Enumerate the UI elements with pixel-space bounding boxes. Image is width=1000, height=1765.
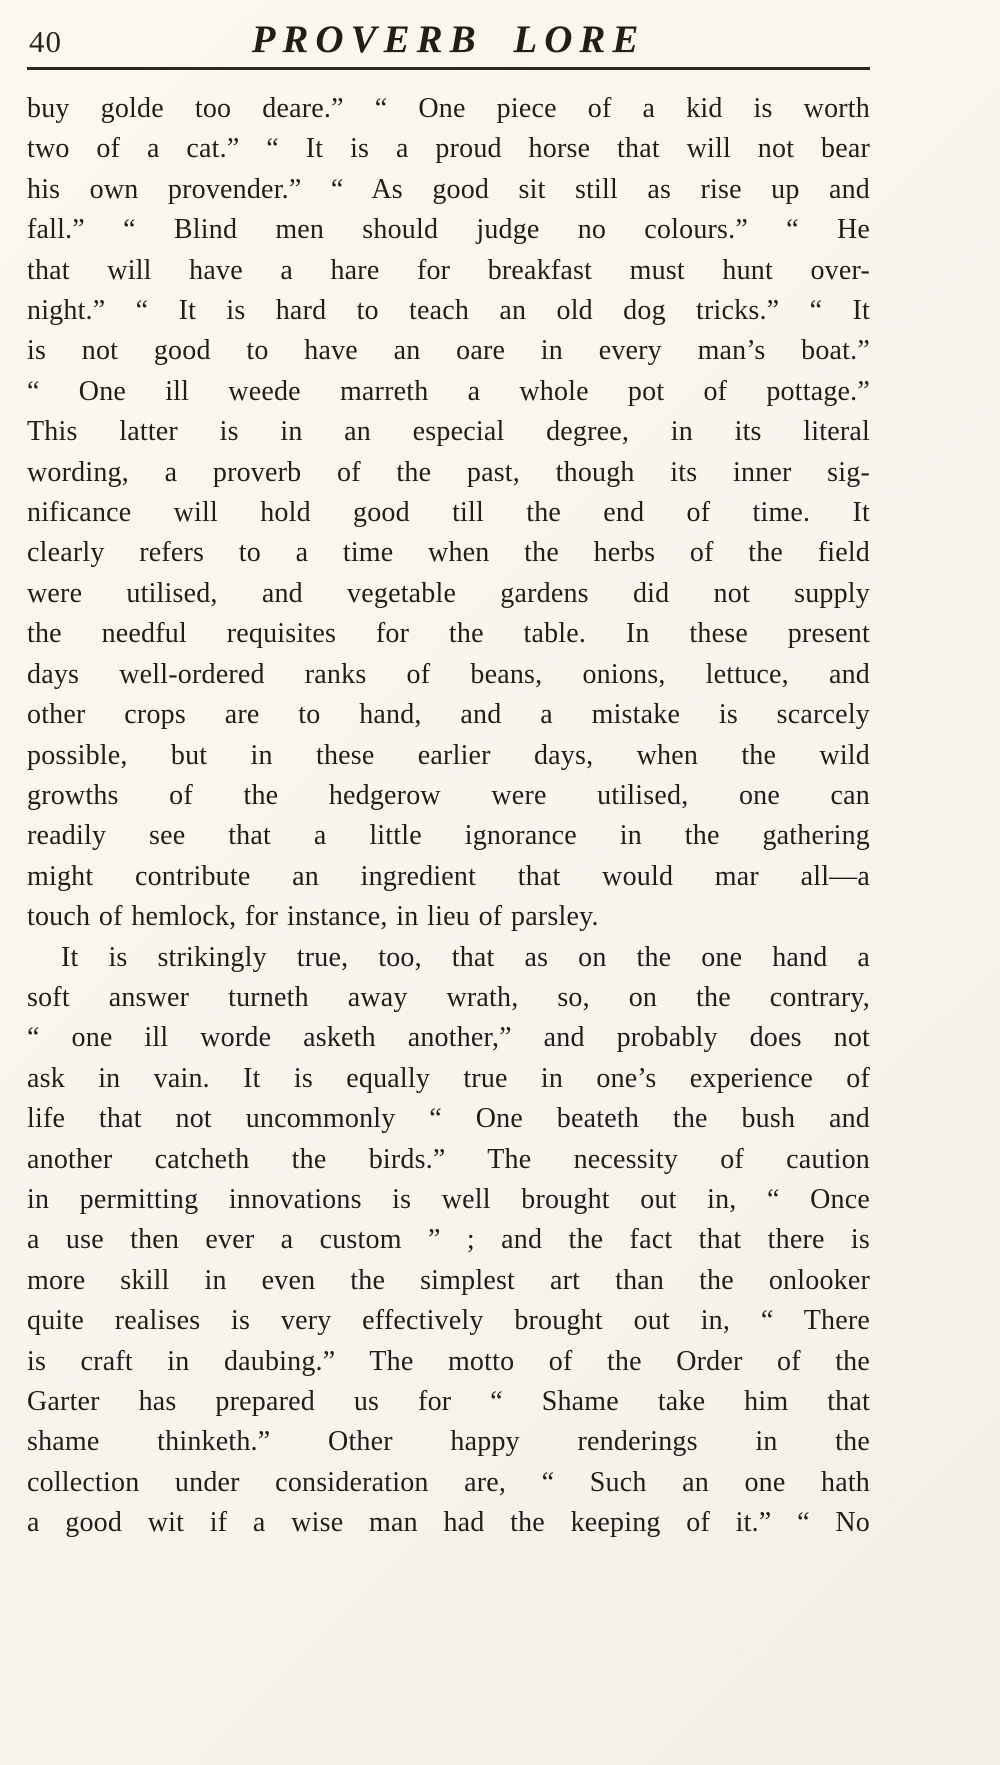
text-line: other crops are to hand, and a mistake is scarcely [27, 699, 870, 731]
text-line: touch of hemlock, for instance, in lieu of parsley. [27, 901, 599, 933]
paragraph [27, 938, 870, 1544]
page-body [27, 89, 870, 1544]
text-line: night.” “ It is hard to teach an old dog tricks.” “ It [27, 295, 870, 327]
text-line: fall.” “ Blind men should judge no colours.” “ He [27, 214, 870, 246]
text-line: were utilised, and vegetable gardens did not supply [27, 577, 870, 609]
page-header [27, 10, 870, 62]
page-number: 40 [29, 24, 62, 59]
text-line: life that not uncommonly “ One beateth the bush and [27, 1103, 870, 1135]
text-line: collection under consideration are, “ Such an one hath [27, 1466, 870, 1498]
text-line: “ One ill weede marreth a whole pot of pottage.” [27, 375, 870, 407]
text-line: his own provender.” “ As good sit still as rise up and [27, 173, 870, 205]
text-line: two of a cat.” “ It is a proud horse that will not bear [27, 133, 870, 165]
header-rule [27, 67, 870, 70]
text-line: another catcheth the birds.” The necessity of caution [27, 1143, 870, 1175]
text-line: is craft in daubing.” The motto of the Order of the [27, 1345, 870, 1377]
text-line: soft answer turneth away wrath, so, on the contrary, [27, 981, 870, 1013]
text-line: growths of the hedgerow were utilised, one can [27, 779, 870, 811]
text-line: buy golde too deare.” “ One piece of a kid is worth [27, 93, 870, 124]
text-line: quite realises is very effectively brought out in, “ There [27, 1305, 870, 1337]
text-line: a use then ever a custom ” ; and the fact that there is [27, 1224, 870, 1256]
text-line: days well-ordered ranks of beans, onions, lettuce, and [27, 658, 870, 690]
text-line: is not good to have an oare in every man’s boat.” [27, 335, 870, 367]
paragraph [27, 89, 870, 938]
text-line: “ one ill worde asketh another,” and probably does not [27, 1022, 870, 1054]
text-line: that will have a hare for breakfast must hunt over- [27, 254, 870, 286]
text-line: more skill in even the simplest art than the onlooker [27, 1264, 870, 1296]
text-line: a good wit if a wise man had the keeping of it.” “ No [27, 1507, 870, 1539]
text-line: possible, but in these earlier days, when the wild [27, 739, 870, 771]
text-line: readily see that a little ignorance in the gathering [27, 820, 870, 852]
text-line: ask in vain. It is equally true in one’s experience of [27, 1062, 870, 1094]
page-title: PROVERB LORE [251, 18, 646, 61]
text-line: wording, a proverb of the past, though its inner sig- [27, 456, 870, 488]
text-line: the needful requisites for the table. In these present [27, 618, 870, 650]
text-line: nificance will hold good till the end of time. It [27, 497, 870, 529]
text-line: shame thinketh.” Other happy renderings in the [27, 1426, 870, 1458]
text-line: might contribute an ingredient that would mar all—a [27, 860, 870, 892]
text-line: It is strikingly true, too, that as on the one hand a [61, 941, 870, 973]
text-line: clearly refers to a time when the herbs of the field [27, 537, 870, 569]
text-line: in permitting innovations is well brought out in, “ Once [27, 1183, 870, 1215]
text-line: Garter has prepared us for “ Shame take him that [27, 1386, 870, 1417]
text-line: This latter is in an especial degree, in its literal [27, 416, 870, 448]
